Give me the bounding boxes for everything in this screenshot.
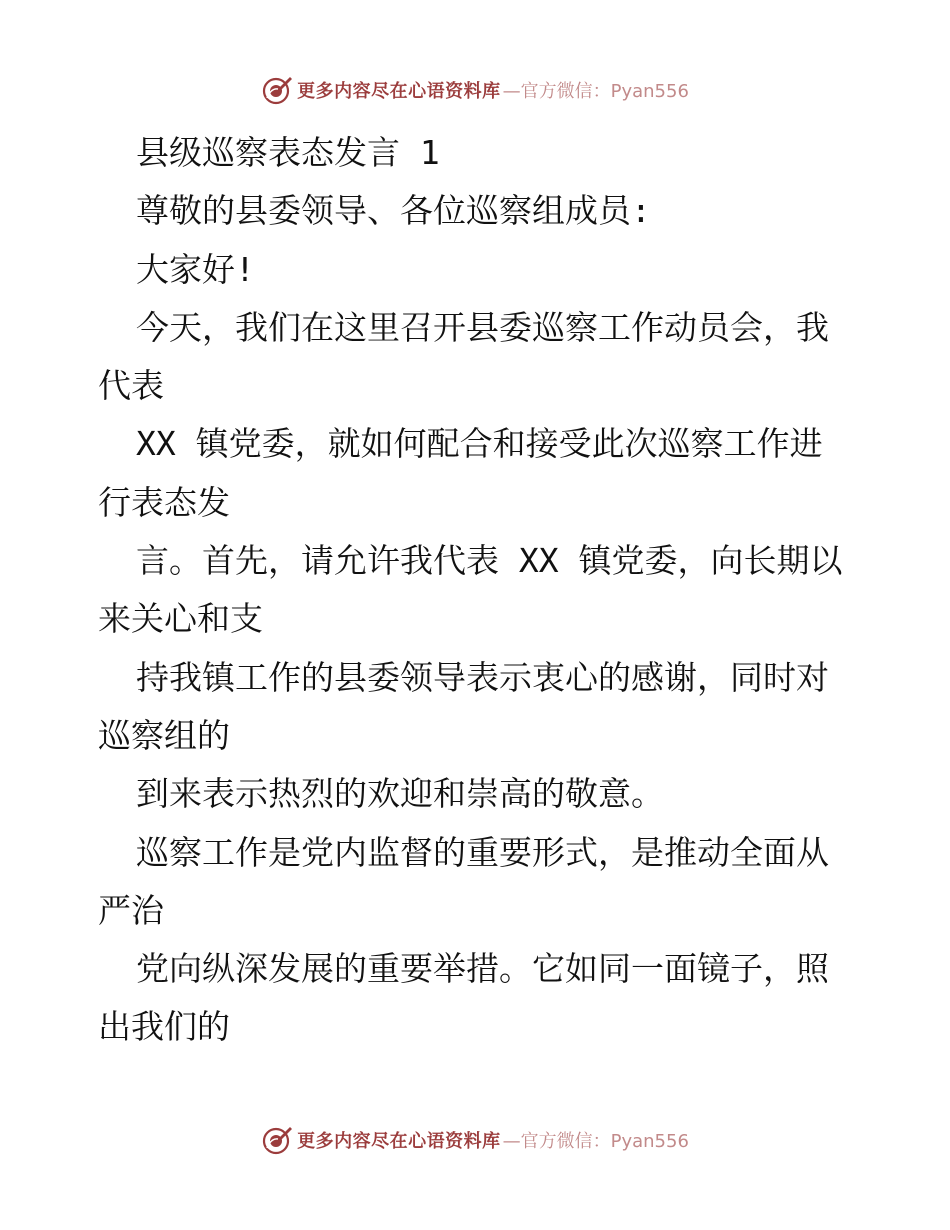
paragraph-line: 言。首先，请允许我代表 XX 镇党委，向长期以 <box>136 541 843 581</box>
greeting: 大家好! <box>136 249 255 289</box>
salutation: 尊敬的县委领导、各位巡察组成员: <box>136 191 651 231</box>
pen-nib-logo-icon <box>261 1124 293 1156</box>
paragraph-line: 巡察组的 <box>98 715 230 755</box>
document-title: 县级巡察表态发言 1 <box>136 133 440 172</box>
paragraph-line: 巡察工作是党内监督的重要形式，是推动全面从 <box>136 832 829 872</box>
banner-wechat: —官方微信：Pyan556 <box>502 81 689 102</box>
document-body <box>98 124 858 1057</box>
paragraph-line: 党向纵深发展的重要举措。它如同一面镜子，照 <box>136 949 829 989</box>
banner-title: 更多内容尽在心语资料库 <box>297 1131 501 1152</box>
paragraph-line: 来关心和支 <box>98 599 263 639</box>
banner-title: 更多内容尽在心语资料库 <box>297 81 501 102</box>
paragraph-line: 到来表示热烈的欢迎和崇高的敬意。 <box>136 774 664 814</box>
paragraph-line: 代表 <box>98 366 164 406</box>
paragraph-line: 今天，我们在这里召开县委巡察工作动员会，我 <box>136 307 829 347</box>
paragraph-line: 持我镇工作的县委领导表示衷心的感谢，同时对 <box>136 657 829 697</box>
banner-wechat: —官方微信：Pyan556 <box>502 1131 689 1152</box>
footer-banner <box>0 1122 950 1158</box>
paragraph-line: 严治 <box>98 890 164 930</box>
paragraph-line: 出我们的 <box>98 1007 230 1047</box>
paragraph-line: 行表态发 <box>98 482 230 522</box>
paragraph-line: XX 镇党委，就如何配合和接受此次巡察工作进 <box>136 424 823 464</box>
pen-nib-logo-icon <box>261 74 293 106</box>
header-banner <box>0 72 950 108</box>
